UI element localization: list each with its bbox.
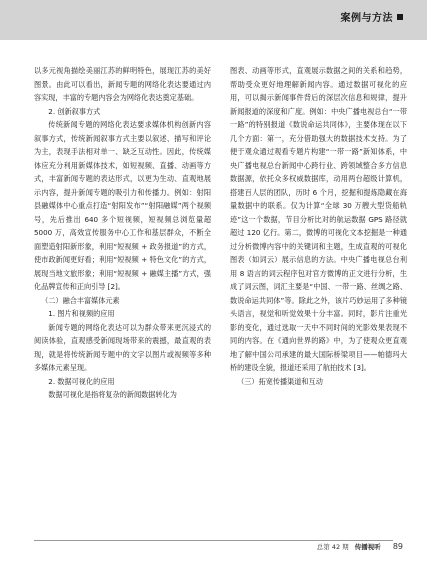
- section-title: [341, 9, 404, 24]
- section-heading: （二）融合丰富媒体元素: [41, 295, 120, 305]
- body-paragraph: 新闻专题的网络化表达可以为群众带来更沉浸式的阅读体验，直观感受新闻现场带来的震撼，最直观的表现，就是将传统新闻专题中的文字以图片或视频等多种多媒体元素呈现。: [34, 322, 211, 372]
- section-heading: （三）拓宽传播渠道和互动: [237, 376, 323, 386]
- issue-number: 总第 42 期: [316, 543, 349, 551]
- subsection-heading: 1. 图片和视频的应用: [48, 309, 115, 318]
- left-column: [34, 64, 211, 402]
- magazine-name: 传播视听: [354, 543, 381, 551]
- body-paragraph: 图表、动画等形式，直观展示数据之间的关系和趋势，帮助受众更好地理解新闻内容。通过数据可视化的应用，可以揭示新闻事件背后的深层次信息和规律，提升新闻报道的深度和广度。例如：中央广播电视总台“一带一路”的特别报道《数说命运共同体》，主要体现在以下几个方面：第一，充分借助强大的数据技术支持。为了便于观众通过观看专题片构建“一带一路”新知体系，中央广播电视总台新闻中心跨行业、跨领域整合多方信息数据源，依托众多权威数据库，动用两台超级计算机，搭建百人层的团队，历时 6 个月，挖掘和提炼隐藏在海量数据中的联系。仅为计算“全球 30 万艘大型货船轨迹”这一个数据，节目分析比对的航运数据 GPS 路径就超过 120 亿行。第二，微博的可视化文本挖掘是一种通过分析微博内容中的关键词和主题，生成直观的可视化图表（如词云）展示信息的方法。中央广播电视总台利用 8 语言的词云程序包对官方微博的正文进行分析，生成了词云图，词汇主要是“中国、一带一路、丝绸之路、数说命运共同体”等。除此之外，该片巧妙运用了多种镜头语言，视觉和听觉效果十分丰富。同时，影片注重光影的变化，通过选取一天中不同时间的光影效果表现不同的内容。在《通向世界的路》中，为了使观众更直观地了解中国公司承建的最大国际桥梁项目——帕德玛大桥的建设全貌，报道还采用了航拍技术 [3]。: [230, 66, 407, 372]
- square-bullet-icon: [397, 14, 403, 20]
- footer-divider: [34, 540, 393, 541]
- body-paragraph: 以多元视角描绘美丽江苏的鲜明特色，展现江苏的美好图景。由此可以看出，新闻专题的网络化表达要通过内容实现，丰富的专题内容会为网络化表达奠定基础。: [34, 66, 211, 102]
- subsection-heading: 2. 创新叙事方式: [48, 106, 101, 116]
- body-paragraph: 数据可视化是指将复杂的新闻数据转化为: [48, 390, 177, 399]
- section-title-text: 案例与方法: [340, 13, 393, 24]
- subsection-heading: 2. 数据可视化的应用: [48, 376, 115, 386]
- page-footer: [317, 542, 403, 551]
- header-bar: [0, 0, 427, 40]
- page-number: 89: [392, 542, 403, 551]
- right-column: [230, 64, 407, 388]
- body-paragraph: 传统新闻专题的网络化表达要求媒体机构创新内容叙事方式，传统新闻叙事方式主要以叙述、描写和评论为主，表现手法相对单一、缺乏互动性。因此，传统媒体应充分利用新媒体技术，如短视频、直播、动画等方式，丰富新闻专题的表达形式，以更为生动、直观地展示内容，提升新闻专题的吸引力和传播力。例如：射阳县融媒体中心重点打造“射阳发布”“射阳融媒”两个视频号，先后推出 640 多个短视频，短视频总浏览量超 5000 万，高效宣传服务中心工作和基层群众，不断全面塑造射阳新形象，利用“短视频 + 政务报道”的方式，使市政新闻更好看；利用“短视频 + 特色文化”的方式，展现当地文旅形象；利用“短视频 + 融媒主播”方式，强化品牌宣传和正向引导 [2]。: [34, 120, 211, 291]
